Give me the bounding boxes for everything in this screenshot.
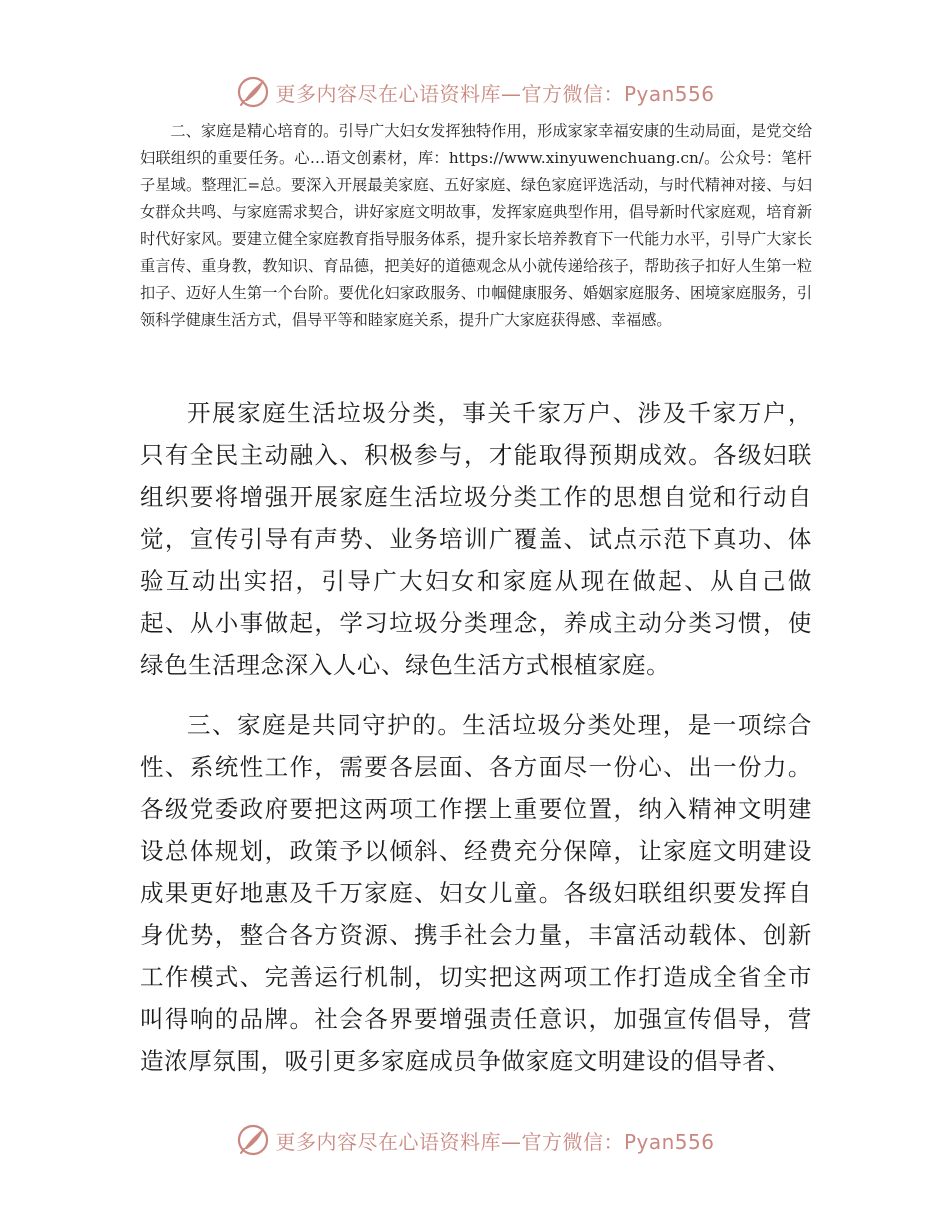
header-watermark-text: 更多内容尽在心语资料库—官方微信：Pyan556 bbox=[275, 81, 715, 106]
paragraph-section-three: 三、家庭是共同守护的。生活垃圾分类处理，是一项综合性、系统性工作，需要各层面、各方面尽一份心、出一份力。各级党委政府要把这两项工作摆上重要位置，纳入精神文明建设总体规划，政策予以倾斜、经费充分保障，让家庭文明建设成果更好地惠及千万家庭、妇女儿童。各级妇联组织要发挥自身优势，整合各方资源、携手社会力量，丰富活动载体、创新工作模式、完善运行机制，切实把这两项工作打造成全省全市叫得响的品牌。社会各界要增强责任意识，加强宣传倡导，营造浓厚氛围，吸引更多家庭成员争做家庭文明建设的倡导者、 bbox=[140, 711, 812, 1075]
paragraph-section-two: 二、家庭是精心培育的。引导广大妇女发挥独特作用，形成家家幸福安康的生动局面，是党交给妇联组织的重要任务。心…语文创素材，库：https://www.xinyuwenchuang.cn/。公众号：笔杆子星域。整理汇=总。要深入开展最美家庭、五好家庭、绿色家庭评选活动，与时代精神对接、与妇女群众共鸣、与家庭需求契合，讲好家庭文明故事，发挥家庭典型作用，倡导新时代家庭观，培育新时代好家风。要建立健全家庭教育指导服务体系，提升家长培养教育下一代能力水平，引导广大家长重言传、重身教，教知识、育品德，把美好的道德观念从小就传递给孩子，帮助孩子扣好人生第一粒扣子、迈好人生第一个台阶。要优化妇家政服务、巾帼健康服务、婚姻家庭服务、困境家庭服务，引领科学健康生活方式，倡导平等和睦家庭关系，提升广大家庭获得感、幸福感。 bbox=[140, 122, 812, 329]
quill-seal-icon bbox=[235, 1122, 271, 1158]
paragraph-garbage-sorting: 开展家庭生活垃圾分类，事关千家万户、涉及千家万户，只有全民主动融入、积极参与，才能取得预期成效。各级妇联组织要将增强开展家庭生活垃圾分类工作的思想自觉和行动自觉，宣传引导有声势、业务培训广覆盖、试点示范下真功、体验互动出实招，引导广大妇女和家庭从现在做起、从自己做起、从小事做起，学习垃圾分类理念，养成主动分类习惯，使绿色生活理念深入人心、绿色生活方式根植家庭。 bbox=[140, 399, 812, 679]
quill-seal-icon bbox=[235, 74, 271, 110]
header-watermark-banner bbox=[0, 72, 950, 112]
footer-watermark-banner bbox=[0, 1120, 950, 1160]
footer-watermark-text: 更多内容尽在心语资料库—官方微信：Pyan556 bbox=[275, 1129, 715, 1154]
